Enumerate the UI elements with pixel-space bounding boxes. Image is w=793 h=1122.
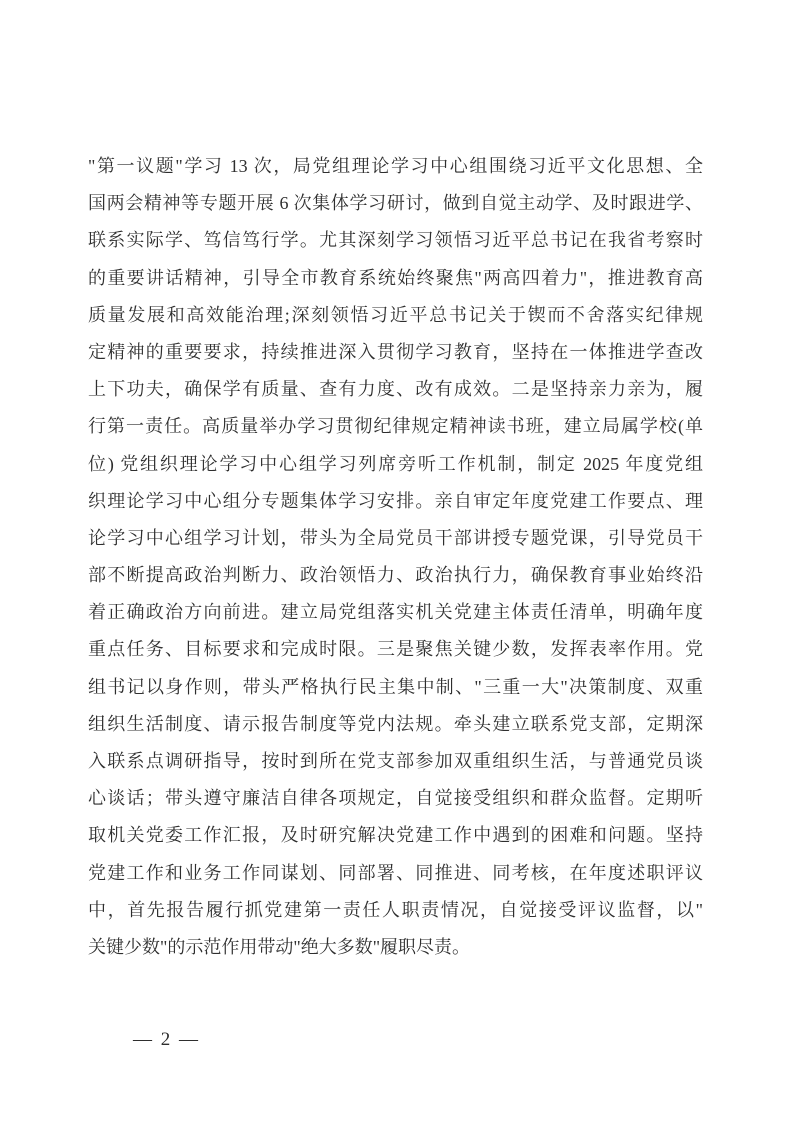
text-line: 质量发展和高效能治理;深刻领悟习近平总书记关于锲而不舍落实纪律规 <box>88 304 703 325</box>
text-line: 中，首先报告履行抓党建第一责任人职责情况，自觉接受评议监督，以" <box>88 899 703 920</box>
text-line: 的重要讲话精神，引导全市教育系统始终聚焦"两高四着力"，推进教育高 <box>88 267 703 288</box>
text-line: 党建工作和业务工作同谋划、同部署、同推进、同考核，在年度述职评议 <box>88 862 703 883</box>
text-line: 关键少数"的示范作用带动"绝大多数"履职尽责。 <box>88 936 471 957</box>
text-line: 论学习中心组学习计划，带头为全局党员干部讲授专题党课，引导党员干 <box>88 527 703 548</box>
text-line: 上下功夫，确保学有质量、查有力度、改有成效。二是坚持亲力亲为，履 <box>88 379 703 400</box>
text-line: 定精神的重要要求，持续推进深入贯彻学习教育，坚持在一体推进学查改 <box>88 341 703 362</box>
body-text <box>88 148 703 966</box>
text-line: 织理论学习中心组分专题集体学习安排。亲自审定年度党建工作要点、理 <box>88 490 703 511</box>
text-line: 入联系点调研指导，按时到所在党支部参加双重组织生活，与普通党员谈 <box>88 751 703 771</box>
text-line: 联系实际学、笃信笃行学。尤其深刻学习领悟习近平总书记在我省考察时 <box>88 230 703 251</box>
text-line: 心谈话；带头遵守廉洁自律各项规定，自觉接受组织和群众监督。定期听 <box>88 788 703 809</box>
text-line: 部不断提高政治判断力、政治领悟力、政治执行力，确保教育事业始终沿 <box>88 565 703 586</box>
text-line: 组织生活制度、请示报告制度等党内法规。牵头建立联系党支部，定期深 <box>88 713 703 734</box>
text-line: 组书记以身作则，带头严格执行民主集中制、"三重一大"决策制度、双重 <box>88 676 703 697</box>
page-number: — 2 — <box>133 1029 200 1050</box>
text-line: 着正确政治方向前进。建立局党组落实机关党建主体责任清单，明确年度 <box>88 602 703 623</box>
text-line: 位) 党组织理论学习中心组学习列席旁听工作机制，制定 2025 年度党组 <box>88 453 703 474</box>
text-line: 重点任务、目标要求和完成时限。三是聚焦关键少数，发挥表率作用。党 <box>88 639 703 660</box>
text-line: "第一议题"学习 13 次，局党组理论学习中心组围绕习近平文化思想、全 <box>88 156 703 176</box>
page-footer <box>133 1026 200 1054</box>
text-line: 取机关党委工作汇报，及时研究解决党建工作中遇到的困难和问题。坚持 <box>88 825 703 846</box>
text-line: 行第一责任。高质量举办学习贯彻纪律规定精神读书班，建立局属学校(单 <box>88 416 703 437</box>
text-line: 国两会精神等专题开展 6 次集体学习研讨，做到自觉主动学、及时跟进学、 <box>88 193 703 214</box>
